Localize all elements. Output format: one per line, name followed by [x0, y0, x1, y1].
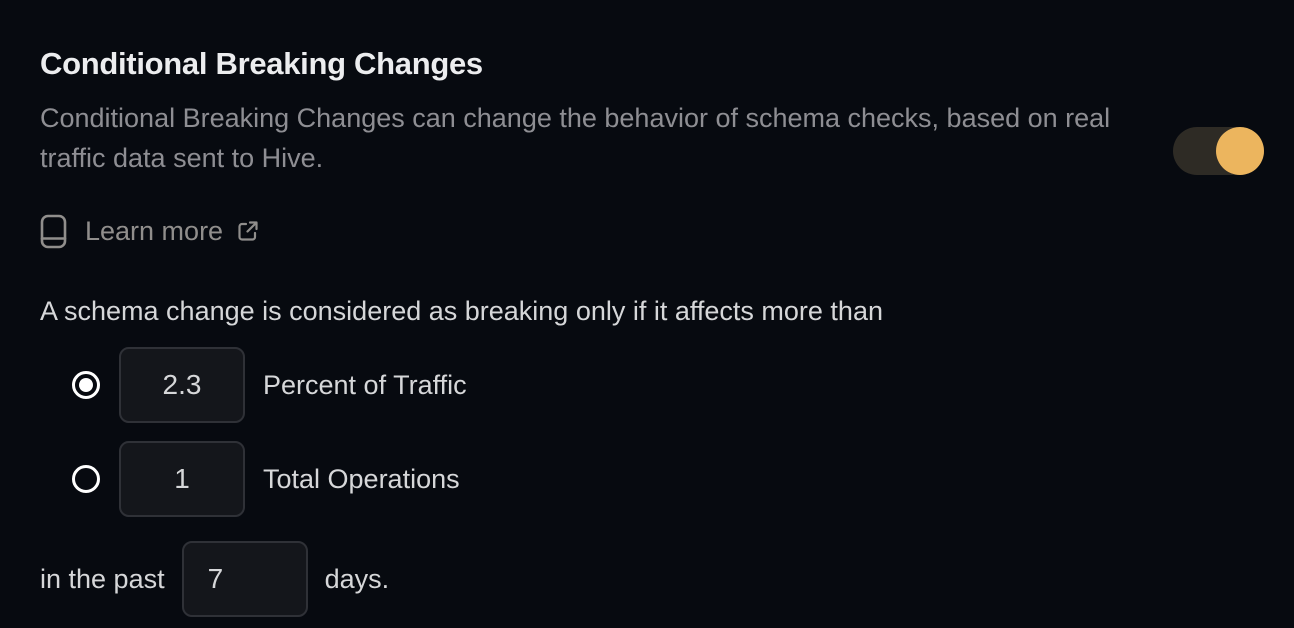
learn-more-link[interactable]	[40, 214, 259, 249]
percent-of-traffic-radio[interactable]	[72, 371, 100, 399]
period-row	[40, 541, 1254, 617]
condition-intro-text: A schema change is considered as breaking only if it affects more than	[40, 296, 883, 326]
total-operations-input[interactable]	[119, 441, 245, 517]
option-row-total	[40, 441, 1254, 517]
period-suffix-text: days.	[324, 563, 390, 594]
page-title: Conditional Breaking Changes	[40, 46, 483, 81]
total-operations-radio[interactable]	[72, 465, 100, 493]
toggle-knob	[1216, 127, 1264, 175]
percent-of-traffic-label: Percent of Traffic	[263, 369, 467, 400]
book-icon	[40, 214, 67, 249]
option-row-percent	[40, 347, 1254, 423]
external-link-icon	[237, 220, 259, 242]
conditional-breaking-changes-toggle[interactable]	[1173, 127, 1264, 175]
period-prefix-text: in the past	[40, 563, 165, 594]
learn-more-label: Learn more	[85, 216, 224, 246]
percent-of-traffic-input[interactable]	[119, 347, 245, 423]
radio-dot	[79, 378, 93, 392]
section-description: Conditional Breaking Changes can change the behavior of schema checks, based on real traffic data sent to Hive.	[40, 103, 1111, 173]
total-operations-label: Total Operations	[263, 463, 460, 494]
days-input[interactable]	[182, 541, 308, 617]
